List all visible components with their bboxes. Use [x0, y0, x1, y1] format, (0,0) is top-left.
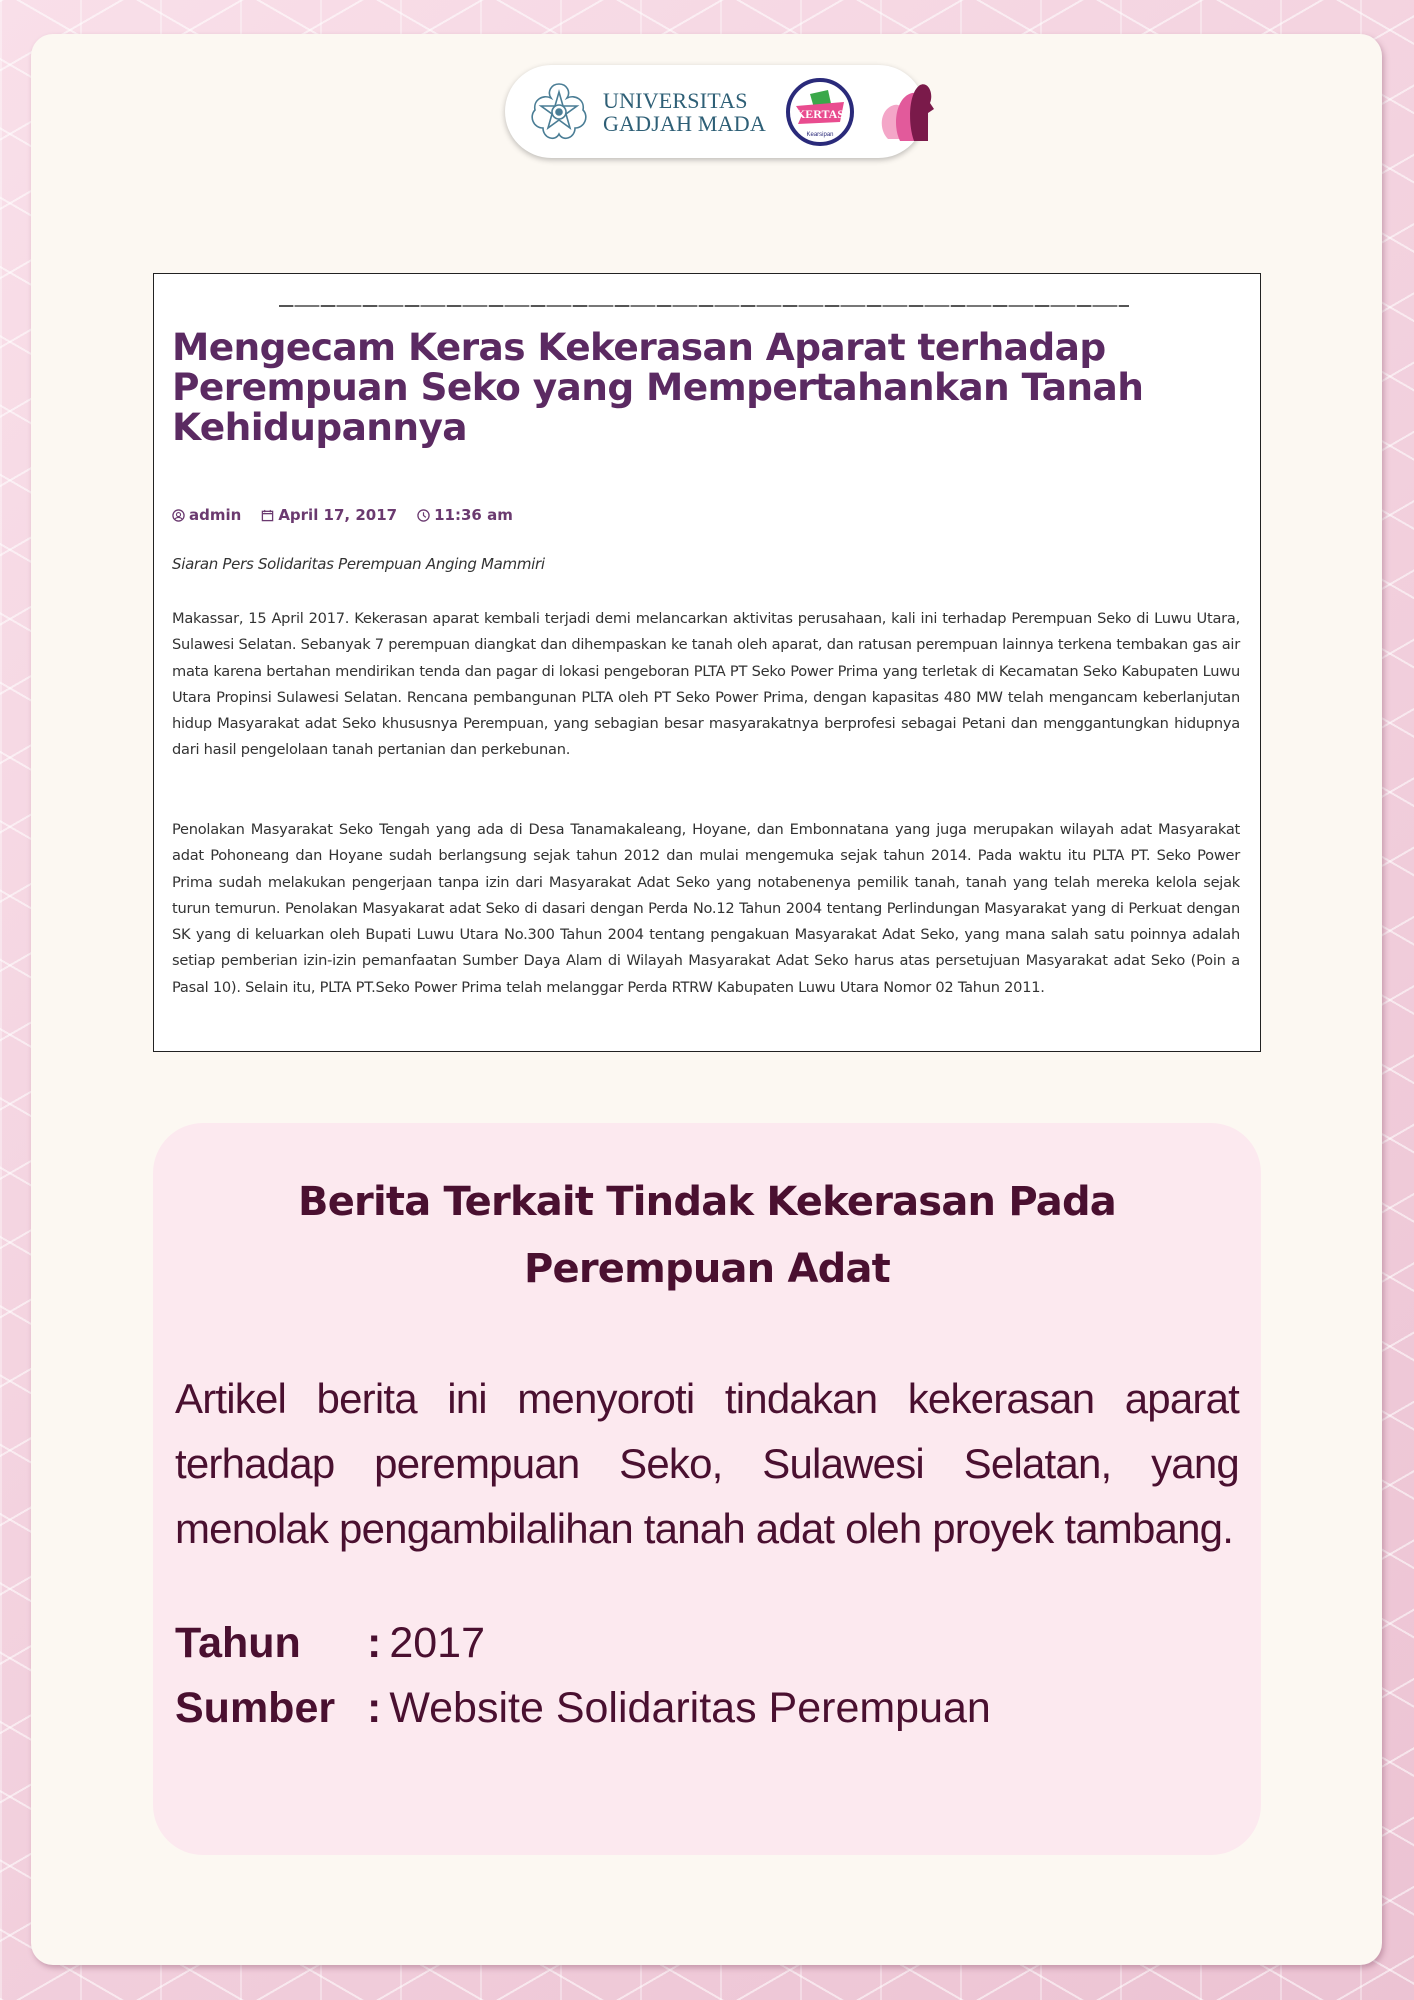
- article-meta: [172, 506, 513, 524]
- press-release-subtitle: Siaran Pers Solidaritas Perempuan Anging Mammiri: [172, 555, 545, 573]
- ugm-wordmark: [603, 89, 766, 135]
- logo-header: [505, 65, 925, 158]
- clock-icon: [417, 509, 430, 522]
- fact-value: Website Solidaritas Perempuan: [389, 1684, 991, 1732]
- article-title: Mengecam Keras Kekerasan Aparat terhadap Perempuan Seko yang Mempertahankan Tanah Kehidupannya: [172, 325, 1144, 449]
- svg-text:KERTAS: KERTAS: [795, 106, 844, 121]
- meta-time: [417, 506, 513, 524]
- ugm-line2: GADJAH MADA: [603, 110, 766, 136]
- page-card: [31, 34, 1382, 1965]
- divider: [279, 305, 1129, 307]
- fact-row-year: [175, 1611, 1239, 1676]
- info-box: [153, 1123, 1261, 1855]
- fact-label: Sumber: [175, 1684, 336, 1732]
- meta-date[interactable]: [261, 506, 397, 524]
- meta-author[interactable]: [172, 506, 241, 524]
- fact-value: 2017: [389, 1619, 485, 1667]
- fact-separator: :: [367, 1619, 382, 1667]
- user-icon: [172, 509, 185, 522]
- fact-row-source: [175, 1676, 1239, 1741]
- ugm-line1: UNIVERSITAS: [603, 87, 748, 113]
- calendar-icon: [261, 509, 274, 522]
- author-name: admin: [189, 506, 242, 524]
- article-paragraph-1: Makassar, 15 April 2017. Kekerasan aparat kembali terjadi demi melancarkan aktivitas perusahaan, kali ini terhadap Perempuan Seko di Luwu Utara, Sulawesi Selatan. Sebanyak 7 perempuan diangkat dan dihempaskan ke tanah oleh aparat, dan ratusan perempuan lainnya terkena tembakan gas air mata karena bertahan mendirikan tenda dan pagar di lokasi pengeboran PLTA PT Seko Power Prima yang terletak di Kecamatan Seko Kabupaten Luwu Utara Propinsi Sulawesi Selatan. Rencana pembangunan PLTA oleh PT Seko Power Prima, dengan kapasitas 480 MW telah mengancam keberlanjutan hidup Masyarakat adat Seko khususnya Perempuan, yang sebagian besar masyarakatnya berprofesi sebagai Petani dan menggantungkan hidupnya dari hasil pengelolaan tanah pertanian dan perkebunan.: [172, 610, 1240, 759]
- info-description: Artikel berita ini menyoroti tindakan kekerasan aparat terhadap perempuan Seko, Sulawesi Selatan, yang menolak pengambilalihan tanah adat oleh proyek tambang.: [175, 1375, 1239, 1552]
- article-paragraph-2: Penolakan Masyarakat Seko Tengah yang ada di Desa Tanamakaleang, Hoyane, dan Embonnatana yang juga merupakan wilayah adat Masyarakat adat Pohoneang dan Hoyane sudah berlangsung sejak tahun 2012 dan mulai mengemuka sejak tahun 2014. Pada waktu itu PLTA PT. Seko Power Prima sudah melakukan pengerjaan tanpa izin dari Masyarakat Adat Seko yang notabenenya pemilik tanah, tanah yang telah mereka kelola sejak turun temurun. Penolakan Masyakarat adat Seko di dasari dengan Perda No.12 Tahun 2004 tentang Perlindungan Masyarakat yang di Perkuat dengan SK yang di keluarkan oleh Bupati Luwu Utara No.300 Tahun 2004 tentang pengakuan Masyarakat Adat Seko, yang mana salah satu poinnya adalah setiap pemberian izin-izin pemanfaatan Sumber Daya Alam di Wilayah Masyarakat Adat Seko harus atas persetujuan Masyarakat adat Seko (Poin a Pasal 10). Selain itu, PLTA PT.Seko Power Prima telah melanggar Perda RTRW Kabupaten Luwu Utara Nomor 02 Tahun 2011.: [172, 821, 1240, 996]
- fact-separator: :: [367, 1684, 382, 1732]
- women-silhouette-icon: [874, 79, 938, 145]
- article-screenshot: [153, 273, 1261, 1052]
- info-heading: Berita Terkait Tindak Kekerasan Pada Perempuan Adat: [298, 1179, 1116, 1292]
- kertas-badge-icon: [786, 78, 854, 146]
- info-facts: [175, 1611, 1239, 1741]
- post-date: April 17, 2017: [278, 506, 398, 524]
- fact-label: Tahun: [175, 1619, 301, 1667]
- svg-text:Kearsipan: Kearsipan: [806, 131, 834, 138]
- ugm-emblem-icon: [527, 80, 591, 144]
- post-time: 11:36 am: [434, 506, 513, 524]
